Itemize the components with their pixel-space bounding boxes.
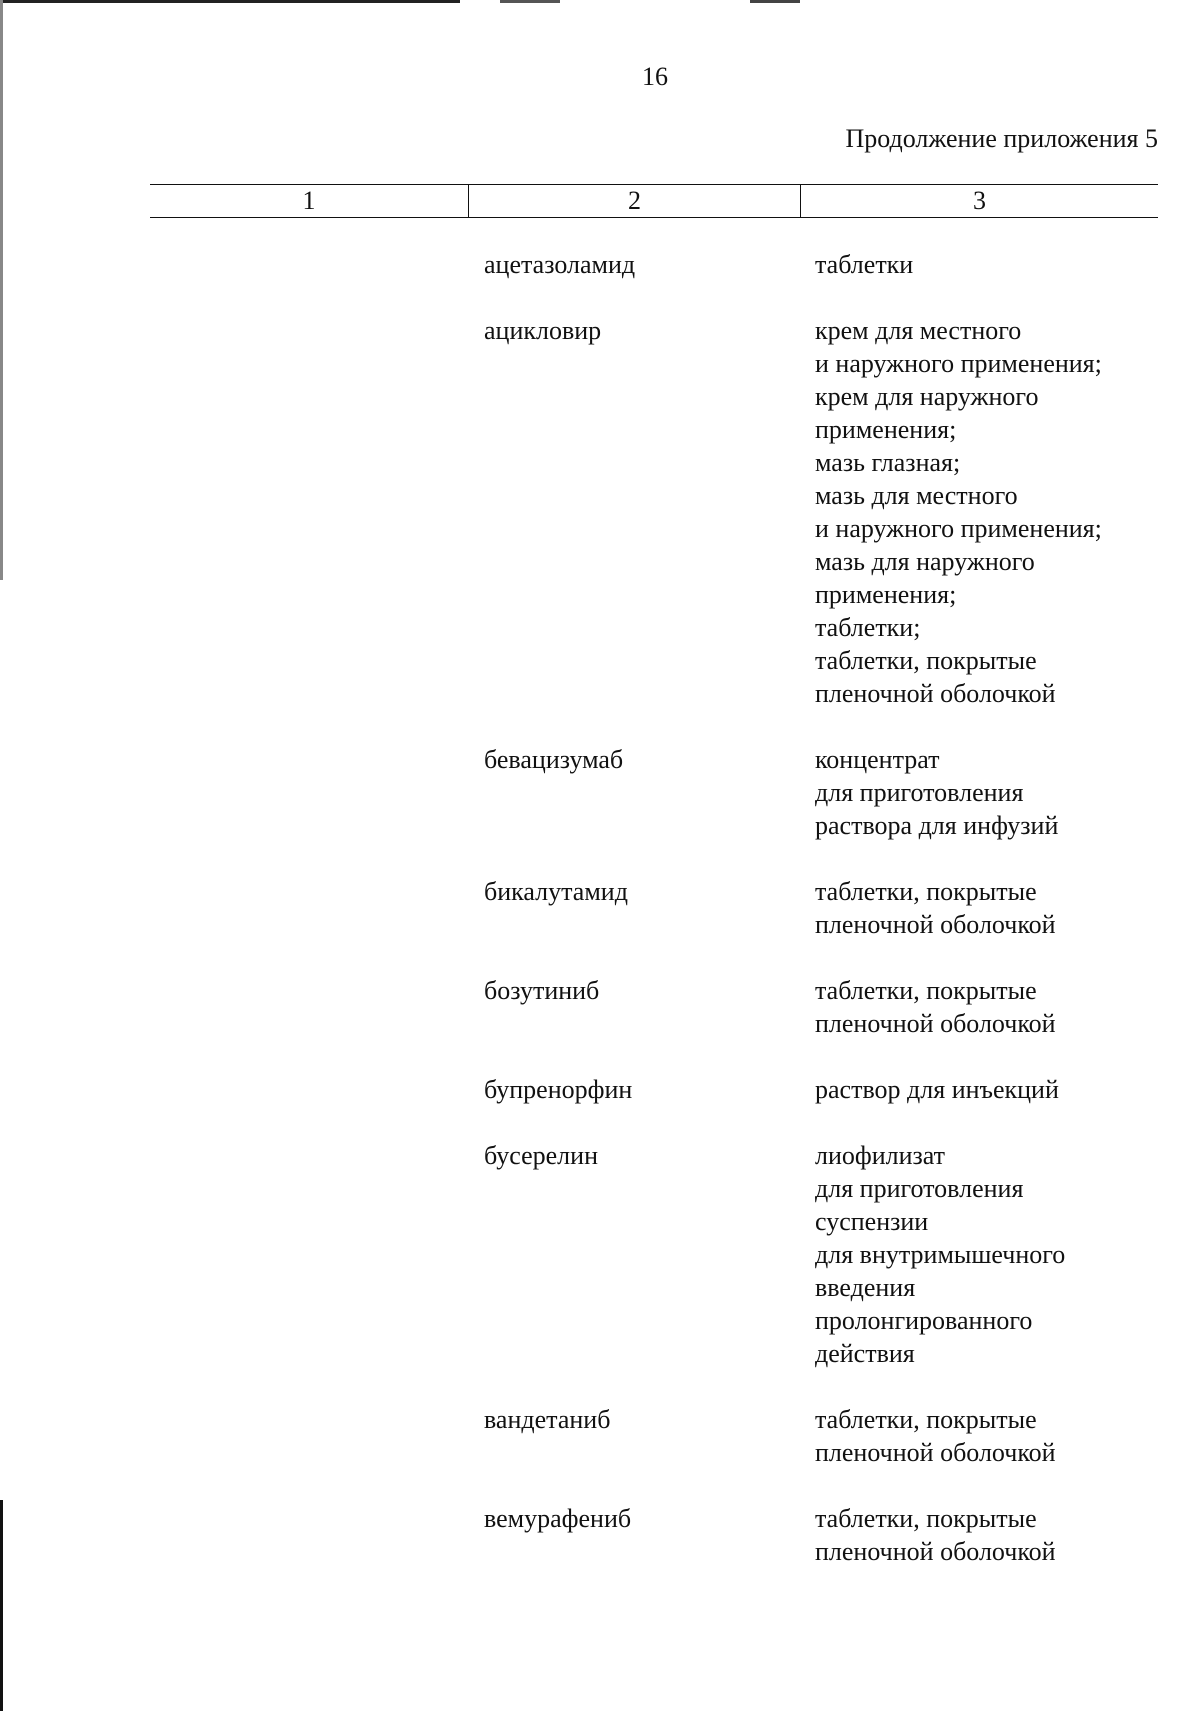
drug-name: ацетазоламид [484,250,636,279]
drug-name: бевацизумаб [484,745,624,774]
dosage-form-line: раствор для инъекций [815,1075,1059,1104]
drug-name: бикалутамид [484,877,628,906]
dosage-form-line: мазь для наружного [815,547,1035,576]
page-number: 16 [642,62,668,91]
dosage-form-line: пленочной оболочкой [815,1438,1056,1467]
dosage-form-line: и наружного применения; [815,349,1102,378]
header-cell-1: 1 [150,185,469,217]
drug-name: бозутиниб [484,976,600,1005]
continuation-label: Продолжение приложения 5 [845,124,1158,153]
dosage-form-line: пленочной оболочкой [815,1537,1056,1566]
dosage-form-line: пленочной оболочкой [815,910,1056,939]
dosage-form-line: для приготовления [815,778,1024,807]
column-1-cell [150,314,484,710]
dosage-forms [815,314,1160,710]
drug-name: вемурафениб [484,1504,632,1533]
dosage-form-line: пленочной оболочкой [815,1009,1056,1038]
dosage-form-line: раствора для инфузий [815,811,1059,840]
dosage-forms [815,974,1160,1040]
dosage-form-line: введения [815,1273,916,1302]
table-header [150,184,1158,218]
dosage-form-line: таблетки, покрытые [815,976,1037,1005]
dosage-form-line: таблетки, покрытые [815,1504,1037,1533]
table-row [150,1403,1160,1469]
table-row [150,1502,1160,1568]
column-1-cell [150,1502,484,1568]
dosage-form-line: применения; [815,415,957,444]
header-cell-2: 2 [469,185,801,217]
dosage-form-line: крем для наружного [815,382,1039,411]
dosage-forms [815,1073,1160,1106]
drug-name: бупренорфин [484,1075,633,1104]
column-1-cell [150,974,484,1040]
dosage-forms [815,875,1160,941]
dosage-form-line: мазь для местного [815,481,1018,510]
drug-name: ацикловир [484,316,602,345]
scan-edge-left [0,0,3,1711]
column-1-cell [150,743,484,842]
dosage-form-line: лиофилизат [815,1141,946,1170]
table-row [150,248,1160,281]
dosage-form-line: таблетки [815,250,914,279]
dosage-form-line: и наружного применения; [815,514,1102,543]
dosage-form-line: суспензии [815,1207,929,1236]
drug-name: вандетаниб [484,1405,611,1434]
column-1-cell [150,248,484,281]
table-row [150,314,1160,710]
dosage-form-line: пролонгированного [815,1306,1033,1335]
table-row [150,974,1160,1040]
dosage-form-line: таблетки, покрытые [815,646,1037,675]
column-1-cell [150,1073,484,1106]
table-row [150,875,1160,941]
dosage-form-line: действия [815,1339,915,1368]
dosage-forms [815,248,1160,281]
column-1-cell [150,1403,484,1469]
table-row [150,1073,1160,1106]
dosage-forms [815,1139,1160,1370]
dosage-form-line: пленочной оболочкой [815,679,1056,708]
column-1-cell [150,875,484,941]
dosage-form-line: для внутримышечного [815,1240,1066,1269]
column-1-cell [150,1139,484,1370]
dosage-forms [815,1403,1160,1469]
drug-name: бусерелин [484,1141,598,1170]
dosage-form-line: таблетки; [815,613,921,642]
dosage-form-line: применения; [815,580,957,609]
table-row [150,1139,1160,1370]
dosage-form-line: для приготовления [815,1174,1024,1203]
dosage-form-line: крем для местного [815,316,1022,345]
dosage-form-line: таблетки, покрытые [815,877,1037,906]
table-body [150,248,1160,1601]
table-row [150,743,1160,842]
dosage-form-line: концентрат [815,745,940,774]
dosage-forms [815,743,1160,842]
header-cell-3: 3 [973,186,986,215]
dosage-form-line: таблетки, покрытые [815,1405,1037,1434]
dosage-forms [815,1502,1160,1568]
scan-edge-top [0,0,1200,3]
dosage-form-line: мазь глазная; [815,448,961,477]
